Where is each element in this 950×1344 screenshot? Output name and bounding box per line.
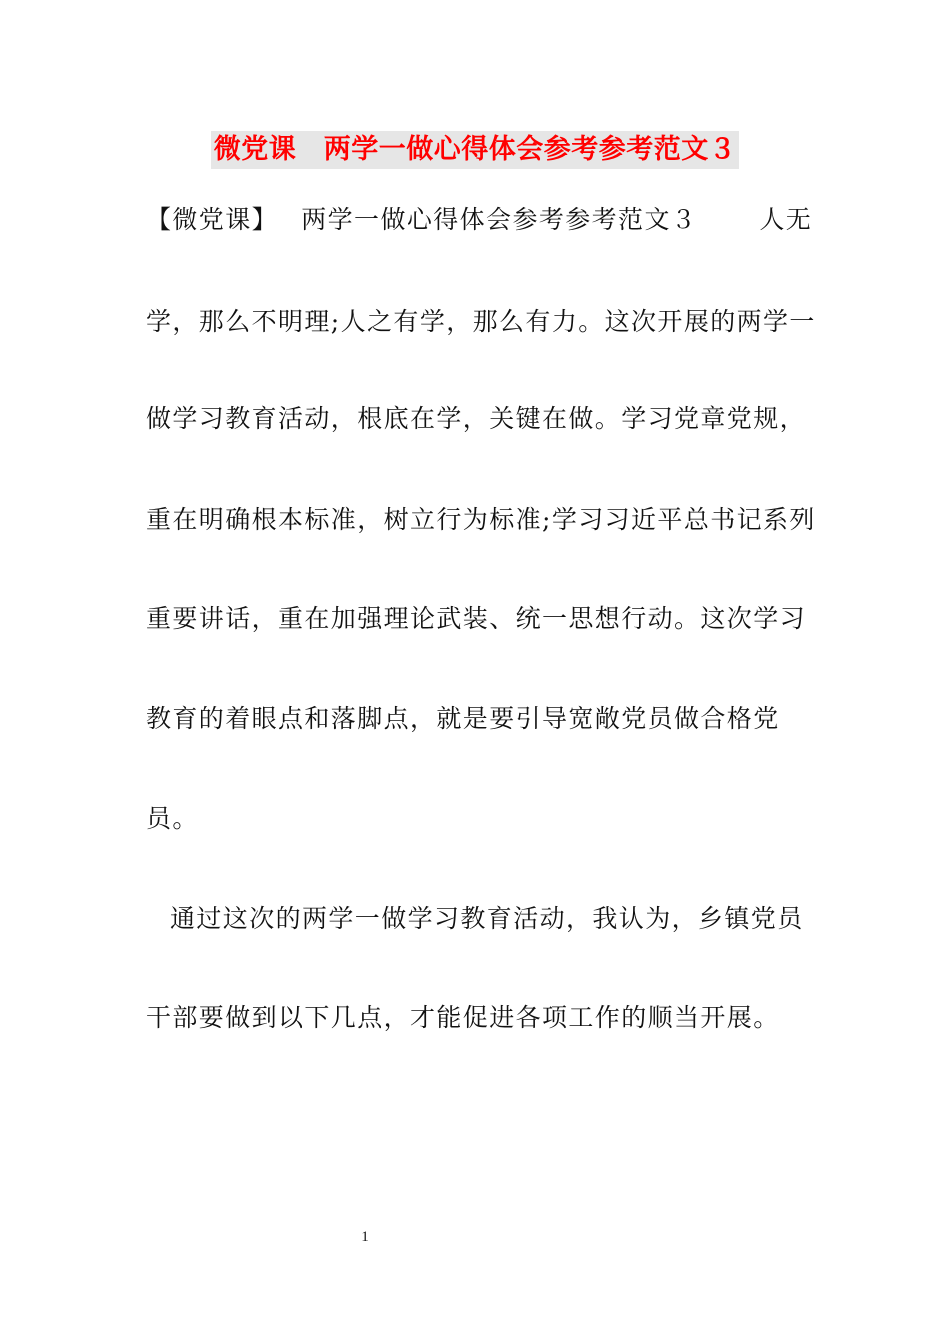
document-title: 微党课 两学一做心得体会参考参考范文３ bbox=[211, 131, 740, 169]
body-line-8: 通过这次的两学一做学习教育活动，我认为，乡镇党员 bbox=[170, 904, 804, 933]
body-line-3: 做学习教育活动，根底在学，关键在做。学习党章党规， bbox=[146, 404, 807, 433]
body-line-7: 员。 bbox=[146, 804, 199, 833]
body-line-6: 教育的着眼点和落脚点，就是要引导宽敞党员做合格党 bbox=[146, 704, 780, 733]
body-line-2: 学，那么不明理;人之有学，那么有力。这次开展的两学一 bbox=[146, 307, 816, 336]
page-number: 1 bbox=[361, 1229, 369, 1245]
title-container bbox=[0, 131, 950, 169]
body-line-5: 重要讲话，重在加强理论武装、统一思想行动。这次学习 bbox=[146, 604, 807, 633]
body-line-1: 【微党课】 两学一做心得体会参考参考范文３ 人无 bbox=[146, 205, 813, 234]
body-line-9: 干部要做到以下几点，才能促进各项工作的顺当开展。 bbox=[146, 1003, 780, 1032]
body-line-4: 重在明确根本标准，树立行为标准;学习习近平总书记系列 bbox=[146, 505, 816, 534]
